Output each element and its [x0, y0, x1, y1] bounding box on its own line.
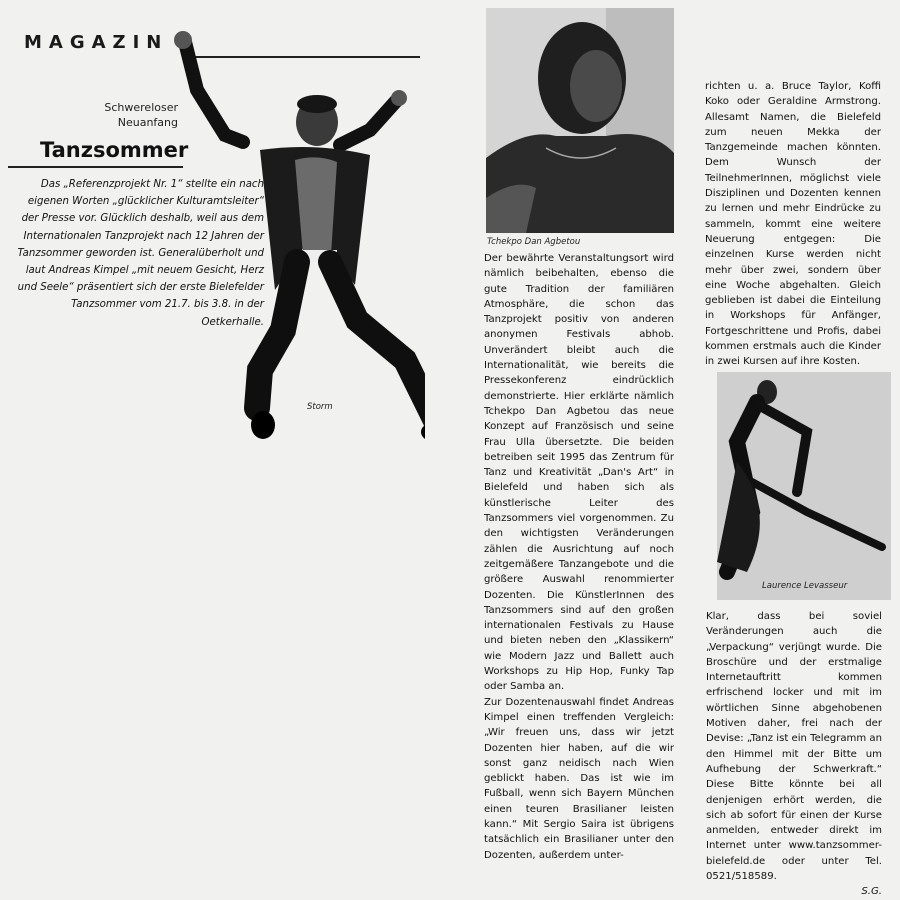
caption-tchekpo: Tchekpo Dan Agbetou — [487, 237, 581, 247]
caption-storm: Storm — [307, 402, 333, 412]
article-column-2-bottom — [706, 609, 882, 900]
caption-laurence: Laurence Levasseur — [762, 581, 848, 591]
headline: Tanzsommer — [40, 138, 189, 162]
subheading: Schwereloser Neuanfang — [104, 101, 178, 129]
column-2-bottom-paragraph: Klar, dass bei soviel Veränderungen auch die „Verpackung“ verjüngt wurde. Die Broschüre und der erstmalige Internetauftritt kommen erfrischend locker und mit im wörtlichen Sinne abgehobenen Motiven daher, frei nach der Devise: „Tanz ist ein Telegramm an den Himmel mit der Bitte um Aufhebung der Schwerkraft.“ Diese Bitte könnte bei all denjenigen erhört werden, die sich ab sofort für einen der Kurse anmelden, entweder direkt im Internet unter www.tanzsommer-bielefeld.de oder unter Tel. 0521/518589. — [706, 611, 882, 883]
article-column-2-top: richten u. a. Bruce Taylor, Koffi Koko oder Geraldine Armstrong. Allesamt Namen, die Bielefeld zum neuen Mekka der Tanzgemeinde machen könnten. Dem Wunsch der TeilnehmerInnen, möglichst viele Disziplinen und Dozenten kennen zu lernen und mehr Eindrücke zu sammeln, kommt eine weitere Neuerung entgegen: Die einzelnen Kurse werden nicht mehr über zwei, sondern über eine Woche abgehalten. Gleich geblieben ist dabei die Einteilung in Workshops für Anfänger, Fortgeschrittene und Profis, dabei kommen erstmals auch die Kinder in zwei Kursen auf ihre Kosten. — [705, 81, 881, 368]
column-1-paragraph-1: Der bewährte Veranstaltungsort wird nämlich beibehalten, ebenso die gute Tradition der familiären Atmosphäre, die schon das Tanzprojekt positiv von anderen anonymen Festivals abhob. Unverändert bleibt auch die Internationalität, wie bereits die Pressekonferenz eindrücklich demonstrierte. Hier erklärte nämlich Tchekpo Dan Agbetou das neue Konzept auf Französisch und seine Frau Ulla übersetzte. Die beiden betreiben seit 1995 das Zentrum für Tanz und Kreativität „Dan's Art“ in Bielefeld und haben sich als künstlerische Leiter des Tanzsommers viel vorgenommen. Zu den wichtigsten Veränderungen zählen die Ausrichtung auf noch zeitgemäßere Tanzangebote und die größere Auswahl renommierter Dozenten. Die KünstlerInnen des Tanzsommers sind auf den großen internationalen Festivals zu Hause und bieten neben den „Klassikern“ wie Modern Jazz und Ballett auch Workshops zu Hip Hop, Funky Tap oder Samba an. — [484, 253, 674, 693]
column-1-paragraph-2: Zur Dozentenauswahl findet Andreas Kimpel einen treffenden Vergleich: „Wir freuen uns, dass wir jetzt Dozenten hier haben, auf die wir sonst ganz neidisch nach Wien geblickt haben. Das ist wie im Fußball, wenn sich Bayern München einen teuren Brasilianer leisten kann.“ Mit Sergio Saira ist übrigens tatsächlich ein Brasilianer unter den Dozenten, außerdem unter- — [484, 696, 674, 861]
dancer-storm-photo — [165, 30, 425, 445]
lead-paragraph: Das „Referenzprojekt Nr. 1“ stellte ein nach eigenen Worten „glücklicher Kulturamtsleiter“ der Presse vor. Glücklich deshalb, weil aus dem Internationalen Tanzprojekt nach 12 Jahren der Tanzsommer geworden ist. Generalüberholt und laut Andreas Kimpel „mit neuem Gesicht, Herz und Seele“ präsentiert sich der erste Bielefelder Tanzsommer vom 21.7. bis 3.8. in der Oetkerhalle. — [17, 179, 264, 328]
author-signature: S.G. — [861, 886, 882, 898]
headline-rule — [8, 166, 183, 168]
dancer-laurence-photo — [717, 372, 891, 600]
article-column-1 — [484, 251, 674, 863]
section-kicker: MAGAZIN — [24, 32, 169, 53]
portrait-tchekpo-photo — [486, 8, 674, 233]
